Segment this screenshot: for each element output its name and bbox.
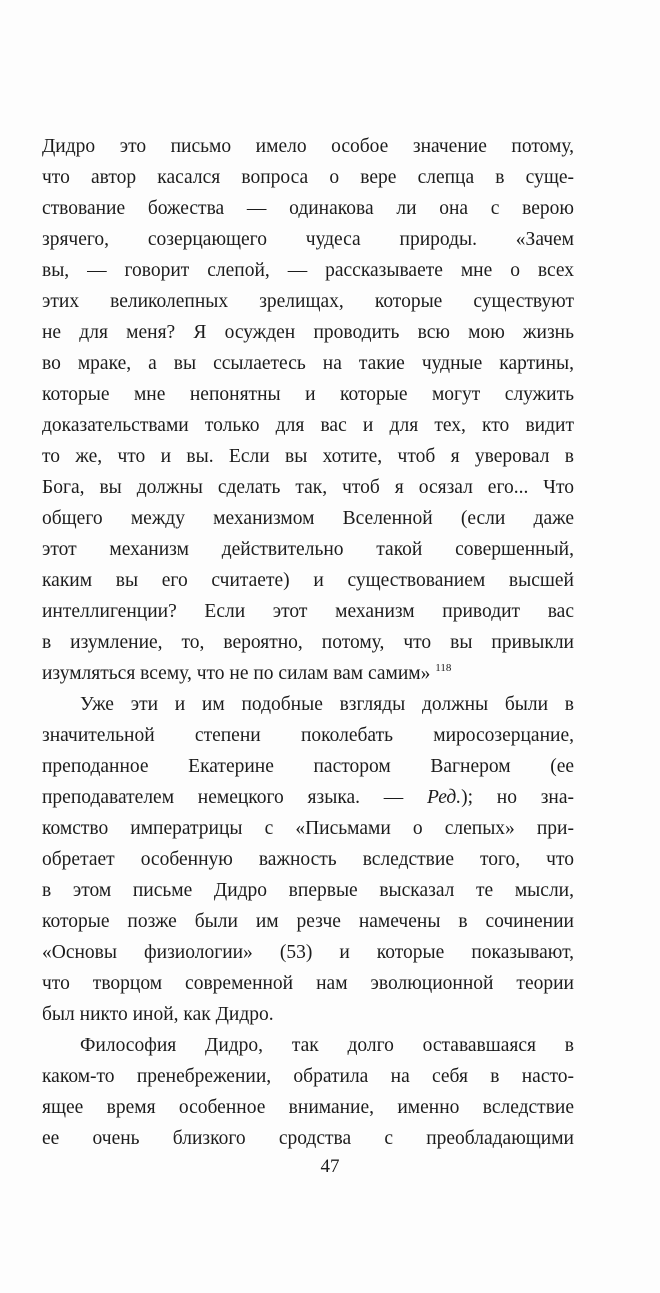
text-line: не для меня? Я осужден проводить всю мою жизнь xyxy=(42,322,574,343)
text-line: зрячего, созерцающего чудеса природы. «Зачем xyxy=(42,229,574,250)
paragraph-2 xyxy=(42,689,574,1030)
text-line: в изумление, то, вероятно, потому, что вы привыкли xyxy=(42,632,574,653)
text-line: которые мне непонятны и которые могут служить xyxy=(42,384,574,405)
text-line: каким вы его считаете) и существованием высшей xyxy=(42,570,574,591)
text-line: значительной степени поколебать миросозерцание, xyxy=(42,725,574,746)
text-line: во мраке, а вы ссылаетесь на такие чудные картины, xyxy=(42,353,574,374)
text-line: что творцом современной нам эволюционной теории xyxy=(42,973,574,994)
text-line: ее очень близкого сродства с преобладающими xyxy=(42,1128,574,1149)
text-line: в этом письме Дидро впервые высказал те мысли, xyxy=(42,880,574,901)
text-line xyxy=(42,782,574,813)
text-line: Уже эти и им подобные взгляды должны были в xyxy=(80,694,574,715)
paragraph-1 xyxy=(42,131,574,689)
text-line: ящее время особенное внимание, именно вследствие xyxy=(42,1097,574,1118)
text-run: преподавателем немецкого языка. — xyxy=(42,787,428,808)
text-line xyxy=(42,658,574,689)
text-line: которые позже были им резче намечены в сочинении xyxy=(42,911,574,932)
text-line: комство императрицы с «Письмами о слепых» при- xyxy=(42,818,574,839)
footnote-ref: 118 xyxy=(435,662,452,674)
text-line: Философия Дидро, так долго остававшаяся в xyxy=(80,1035,574,1056)
quote-end-text: изумляться всему, что не по силам вам самим» xyxy=(42,663,431,684)
text-line: общего между механизмом Вселенной (если даже xyxy=(42,508,574,529)
text-line: каком-то пренебрежении, обратила на себя в насто- xyxy=(42,1066,574,1087)
text-line: ствование божества — одинакова ли она с верою xyxy=(42,198,574,219)
text-line: Дидро это письмо имело особое значение потому, xyxy=(42,136,574,157)
text-line: то же, что и вы. Если вы хотите, чтоб я уверовал в xyxy=(42,446,574,467)
text-line: этих великолепных зрелищах, которые существуют xyxy=(42,291,574,312)
text-line: обретает особенную важность вследствие того, что xyxy=(42,849,574,870)
text-line: что автор касался вопроса о вере слепца в суще- xyxy=(42,167,574,188)
page-number: 47 xyxy=(320,1156,340,1177)
text-line: вы, — говорит слепой, — рассказываете мне о всех xyxy=(42,260,574,281)
text-line: преподанное Екатерине пастором Вагнером (ее xyxy=(42,756,574,777)
text-line: Бога, вы должны сделать так, чтоб я осязал его... Что xyxy=(42,477,574,498)
paragraph-3 xyxy=(42,1030,574,1154)
text-line: «Основы физиологии» (53) и которые показывают, xyxy=(42,942,574,963)
text-line: доказательствами только для вас и для тех, кто видит xyxy=(42,415,574,436)
body-text xyxy=(42,131,574,1154)
text-line: был никто иной, как Дидро. xyxy=(42,1004,274,1025)
text-run: ); но зна- xyxy=(461,787,575,808)
text-line: интеллигенции? Если этот механизм приводит вас xyxy=(42,601,574,622)
editor-note: Ред. xyxy=(427,787,462,808)
text-line: этот механизм действительно такой совершенный, xyxy=(42,539,574,560)
